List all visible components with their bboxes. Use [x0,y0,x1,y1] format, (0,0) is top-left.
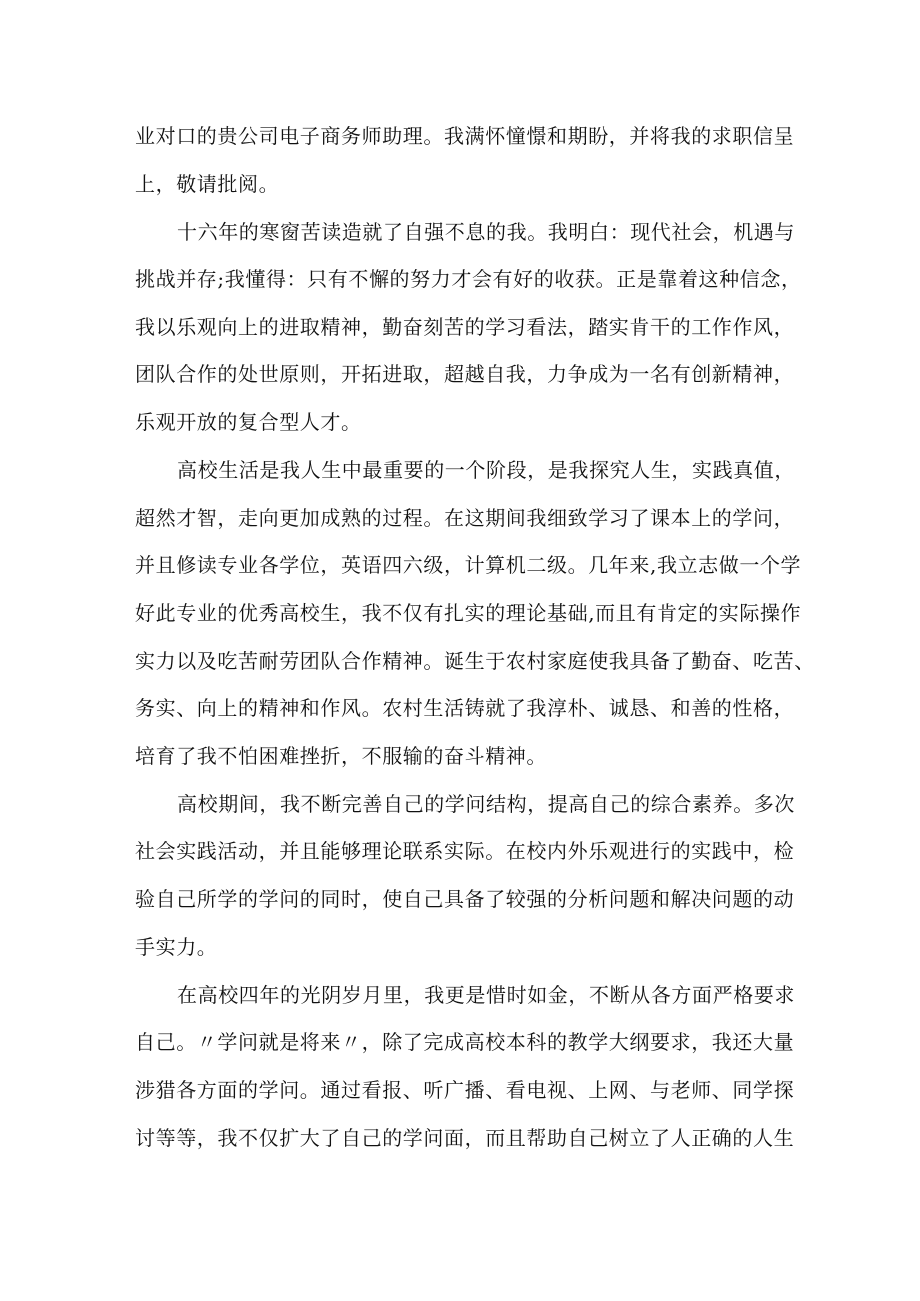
text-line: 讨等等，我不仅扩大了自己的学问面，而且帮助自己树立了人正确的人生 [135,1126,795,1150]
text-line: 自己。〃学问就是将来〃，除了完成高校本科的教学大纲要求，我还大量 [135,1030,795,1054]
text-line: 我以乐观向上的进取精神，勤奋刻苦的学习看法，踏实肯干的工作作风， [135,315,795,339]
text-line: 涉猎各方面的学问。通过看报、听广播、看电视、上网、与老师、同学探 [135,1078,795,1102]
paragraph-first-line: 在高校四年的光阴岁月里，我更是惜时如金，不断从各方面严格要求 [177,983,795,1007]
paragraph-first-line: 高校生活是我人生中最重要的一个阶段，是我探究人生，实践真值， [177,458,795,482]
text-line: 上，敬请批阅。 [135,172,280,196]
text-line: 实力以及吃苦耐劳团队合作精神。诞生于农村家庭使我具备了勤奋、吃苦、 [135,649,815,673]
text-line: 乐观开放的复合型人才。 [135,410,362,434]
text-line: 并且修读专业各学位，英语四六级，计算机二级。几年来,我立志做一个学 [135,553,802,577]
text-line: 验自己所学的学问的同时，使自己具备了较强的分析问题和解决问题的动 [135,887,795,911]
text-line: 手实力。 [135,935,218,959]
paragraph-first-line: 十六年的寒窗苦读造就了自强不息的我。我明白：现代社会，机遇与 [177,220,795,244]
text-line: 团队合作的处世原则，开拓进取，超越自我，力争成为一名有创新精神， [135,362,795,386]
text-line: 超然才智，走向更加成熟的过程。在这期间我细致学习了课本上的学问， [135,506,795,530]
paragraph-first-line: 高校期间，我不断完善自己的学问结构，提高自己的综合素养。多次 [177,792,795,816]
text-line: 好此专业的优秀高校生，我不仅有扎实的理论基础,而且有肯定的实际操作 [135,601,802,625]
text-line: 培育了我不怕困难挫折，不服输的奋斗精神。 [135,744,547,768]
text-line: 社会实践活动，并且能够理论联系实际。在校内外乐观进行的实践中，检 [135,839,795,863]
text-line: 业对口的贵公司电子商务师助理。我满怀憧憬和期盼，并将我的求职信呈 [135,124,795,148]
text-line: 务实、向上的精神和作风。农村生活铸就了我淳朴、诚恳、和善的性格， [135,696,795,720]
text-line: 挑战并存;我懂得：只有不懈的努力才会有好的收获。正是靠着这种信念， [135,267,802,291]
